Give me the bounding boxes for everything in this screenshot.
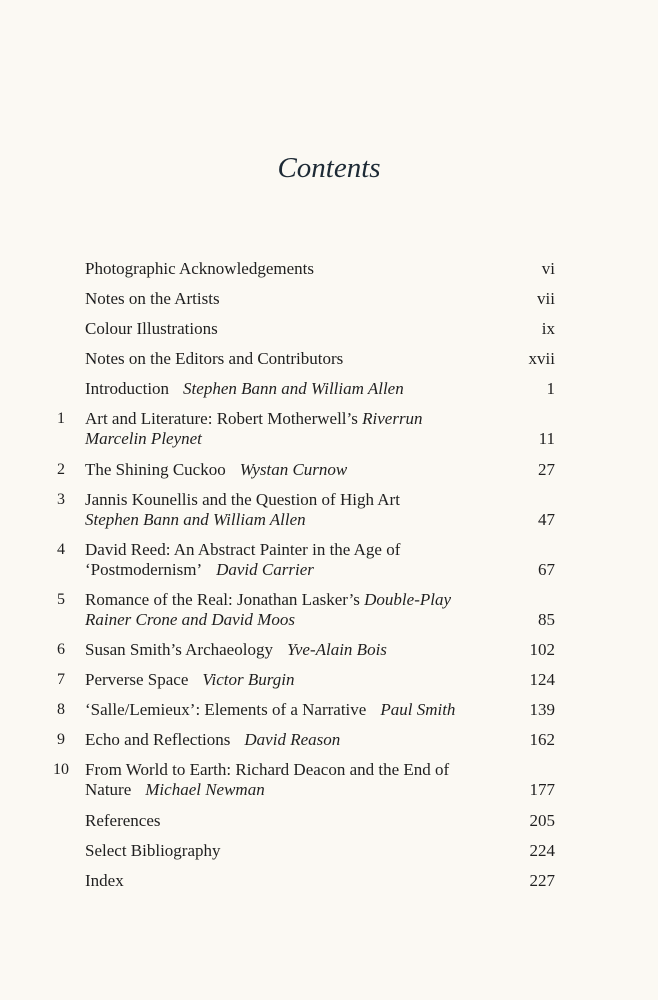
entry-title: From World to Earth: Richard Deacon and the End of [85,760,450,779]
page-number: vi [541,259,555,278]
page-number: 177 [529,780,555,799]
chapter-number: 5 [57,591,65,608]
entry-line [85,319,218,339]
entry-line [85,429,202,449]
entry-title: Introduction [85,379,170,398]
entry-title: Art and Literature: Robert Motherwell’s [85,409,363,428]
author-name: Rainer Crone and David Moos [85,610,295,629]
page-number: 85 [538,610,555,629]
entry-line [85,590,451,610]
entry-title: Index [85,871,124,890]
page-number: 1 [546,379,555,398]
entry-line [85,670,294,690]
entry-title: ‘Postmodernism’ [85,560,203,579]
chapter-number: 9 [57,731,65,748]
entry-line [85,510,306,530]
author-name: Victor Burgin [202,670,295,689]
author-name: Stephen Bann and William Allen [183,379,404,398]
author-name: Yve-Alain Bois [286,640,387,659]
entry-title: References [85,811,161,830]
chapter-number: 8 [57,701,65,718]
entry-title: Select Bibliography [85,841,221,860]
page-number: ix [541,319,555,338]
author-name: Michael Newman [145,780,265,799]
entry-line [85,871,124,891]
page-number: 27 [538,460,555,479]
entry-line [85,460,347,480]
chapter-number: 3 [57,491,65,508]
entry-title: Colour Illustrations [85,319,218,338]
chapter-number: 6 [57,641,65,658]
author-name: Paul Smith [380,700,456,719]
page-title: Contents [277,152,381,184]
chapter-number: 2 [57,461,65,478]
page-number: 124 [529,670,555,689]
entry-title: ‘Salle/Lemieux’: Elements of a Narrative [85,700,367,719]
page-number: 67 [538,560,555,579]
entry-line [85,780,265,800]
entry-line [85,760,449,780]
author-name: David Reason [244,730,341,749]
entry-title: Susan Smith’s Archaeology [85,640,273,659]
entry-line [85,730,340,750]
entry-line [85,289,220,309]
chapter-number: 7 [57,671,65,688]
author-name: Marcelin Pleynet [85,429,202,448]
entry-title: Notes on the Editors and Contributors [85,349,344,368]
entry-line [85,610,295,630]
page-number: 139 [529,700,555,719]
entry-title: Jannis Kounellis and the Question of High Art [85,490,400,509]
page-number: 227 [529,871,555,890]
entry-line [85,640,387,660]
author-name: Wystan Curnow [239,460,348,479]
author-name: Riverrun [362,409,423,428]
entry-title: Romance of the Real: Jonathan Lasker’s [85,590,365,609]
entry-line [85,259,314,279]
page-number: vii [537,289,555,308]
author-name: Stephen Bann and William Allen [85,510,306,529]
page-number: 11 [538,429,555,448]
entry-line [85,349,343,369]
page-number: 205 [529,811,555,830]
author-name: Double-Play [364,590,452,609]
entry-line [85,560,314,580]
page-number: 47 [538,510,555,529]
entry-line [85,811,161,831]
page-number: 224 [529,841,555,860]
entry-line [85,490,400,510]
page-number: xvii [528,349,555,368]
entry-title: David Reed: An Abstract Painter in the Age of [85,540,401,559]
page-number: 102 [529,640,555,659]
chapter-number: 10 [53,761,69,778]
entry-title: Nature [85,780,132,799]
entry-line [85,379,404,399]
entry-line [85,700,455,720]
entry-line [85,540,400,560]
author-name: David Carrier [216,560,314,579]
entry-title: Photographic Acknowledgements [85,259,314,278]
entry-line [85,409,423,429]
page-number: 162 [529,730,555,749]
chapter-number: 1 [57,410,65,427]
chapter-number: 4 [57,541,65,558]
entry-title: Echo and Reflections [85,730,231,749]
entry-title: Notes on the Artists [85,289,220,308]
entry-title: Perverse Space [85,670,189,689]
entry-title: The Shining Cuckoo [85,460,226,479]
entry-line [85,841,221,861]
